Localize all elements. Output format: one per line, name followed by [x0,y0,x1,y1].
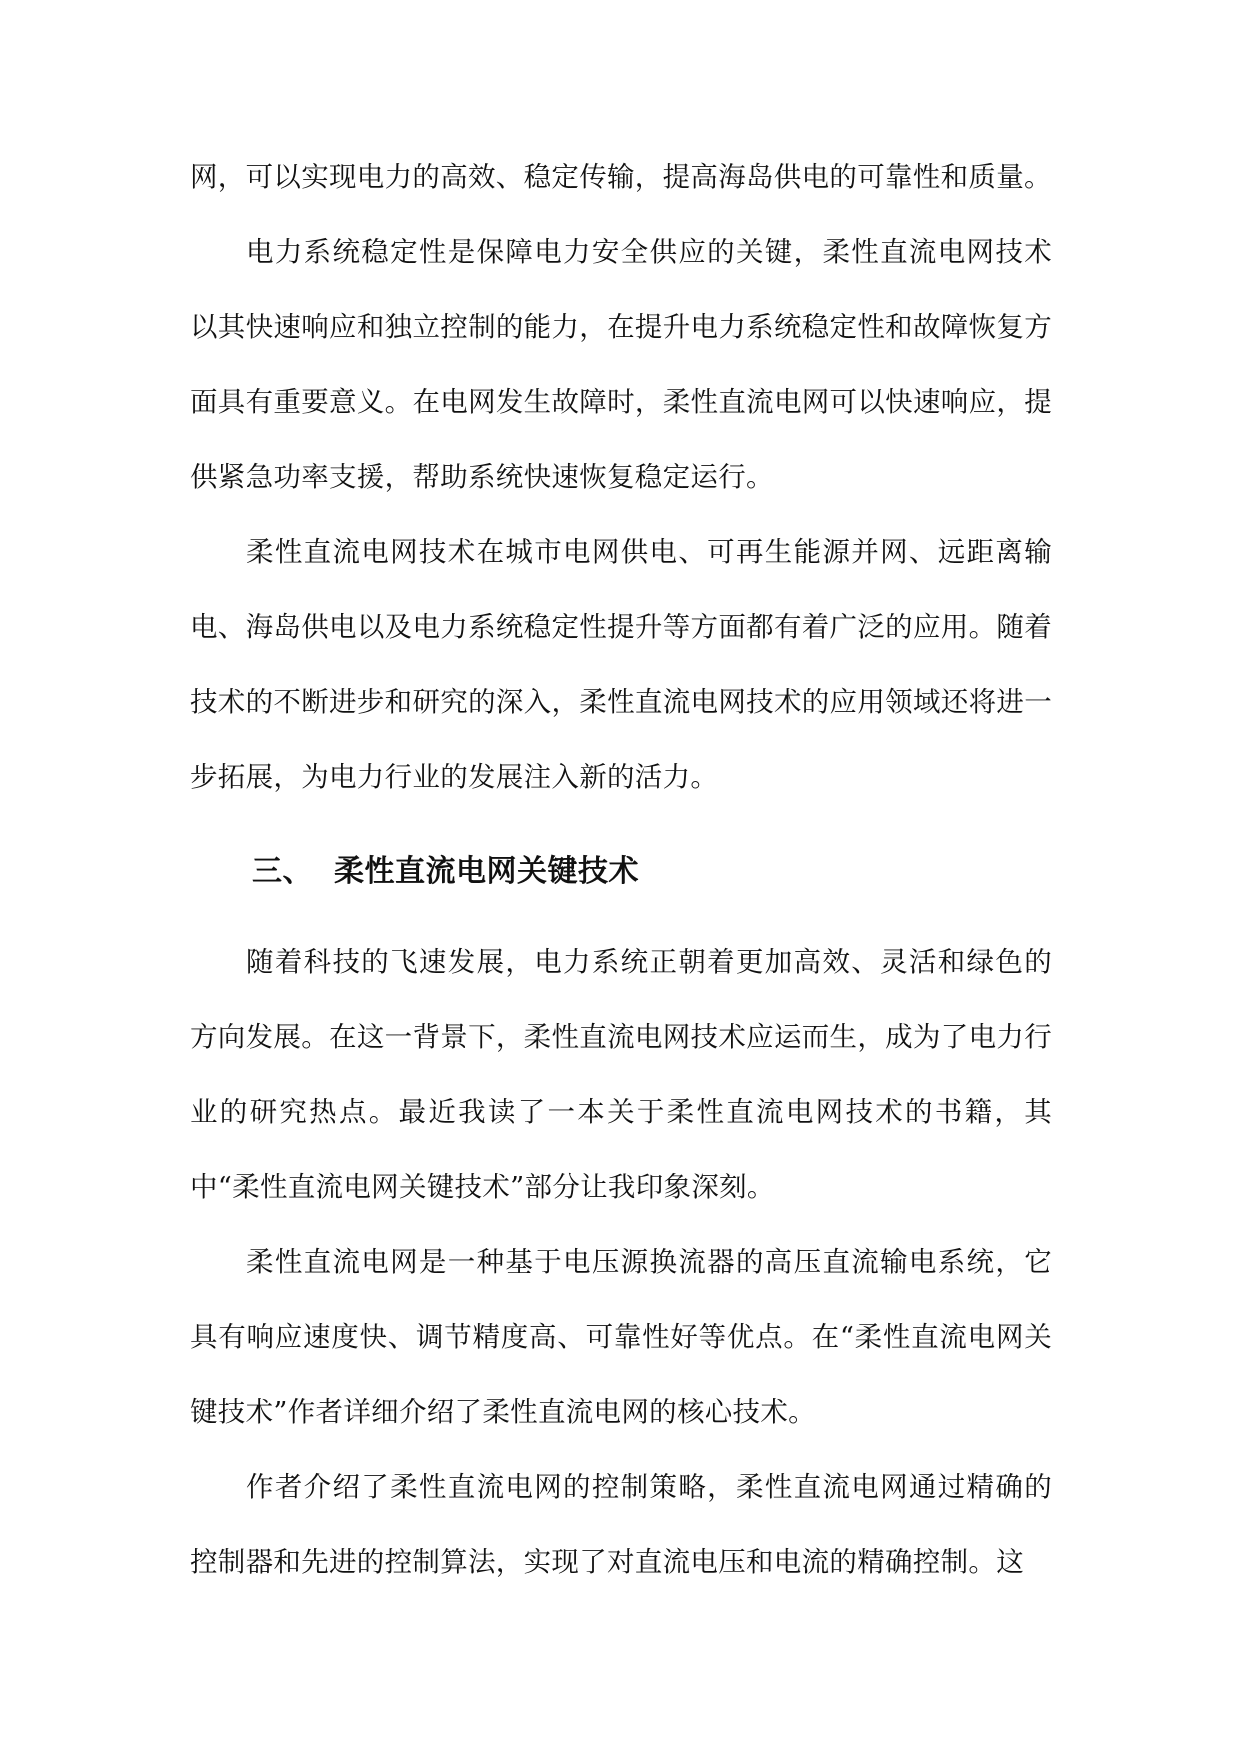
section-number: 三、 [252,854,313,889]
section-heading [190,849,1052,895]
paragraph-control-strategy: 作者介绍了柔性直流电网的控制策略，柔性直流电网通过精确的控制器和先进的控制算法，实现了对直流电压和电流的精确控制。这 [190,1471,1052,1578]
paragraph-intro: 随着科技的飞速发展，电力系统正朝着更加高效、灵活和绿色的方向发展。在这一背景下，柔性直流电网技术应运而生，成为了电力行业的研究热点。最近我读了一本关于柔性直流电网技术的书籍，其中“柔性直流电网关键技术”部分让我印象深刻。 [190,946,1052,1203]
document-body [190,140,1052,1600]
paragraph-definition: 柔性直流电网是一种基于电压源换流器的高压直流输电系统，它具有响应速度快、调节精度高、可靠性好等优点。在“柔性直流电网关键技术”作者详细介绍了柔性直流电网的核心技术。 [190,1246,1052,1428]
section-title: 柔性直流电网关键技术 [334,854,639,889]
paragraph-continuation: 网，可以实现电力的高效、稳定传输，提高海岛供电的可靠性和质量。 [190,161,1052,193]
paragraph-stability: 电力系统稳定性是保障电力安全供应的关键，柔性直流电网技术以其快速响应和独立控制的能力，在提升电力系统稳定性和故障恢复方面具有重要意义。在电网发生故障时，柔性直流电网可以快速响应，提供紧急功率支援，帮助系统快速恢复稳定运行。 [190,236,1052,493]
paragraph-applications: 柔性直流电网技术在城市电网供电、可再生能源并网、远距离输电、海岛供电以及电力系统稳定性提升等方面都有着广泛的应用。随着技术的不断进步和研究的深入，柔性直流电网技术的应用领域还将进一步拓展，为电力行业的发展注入新的活力。 [190,536,1052,793]
